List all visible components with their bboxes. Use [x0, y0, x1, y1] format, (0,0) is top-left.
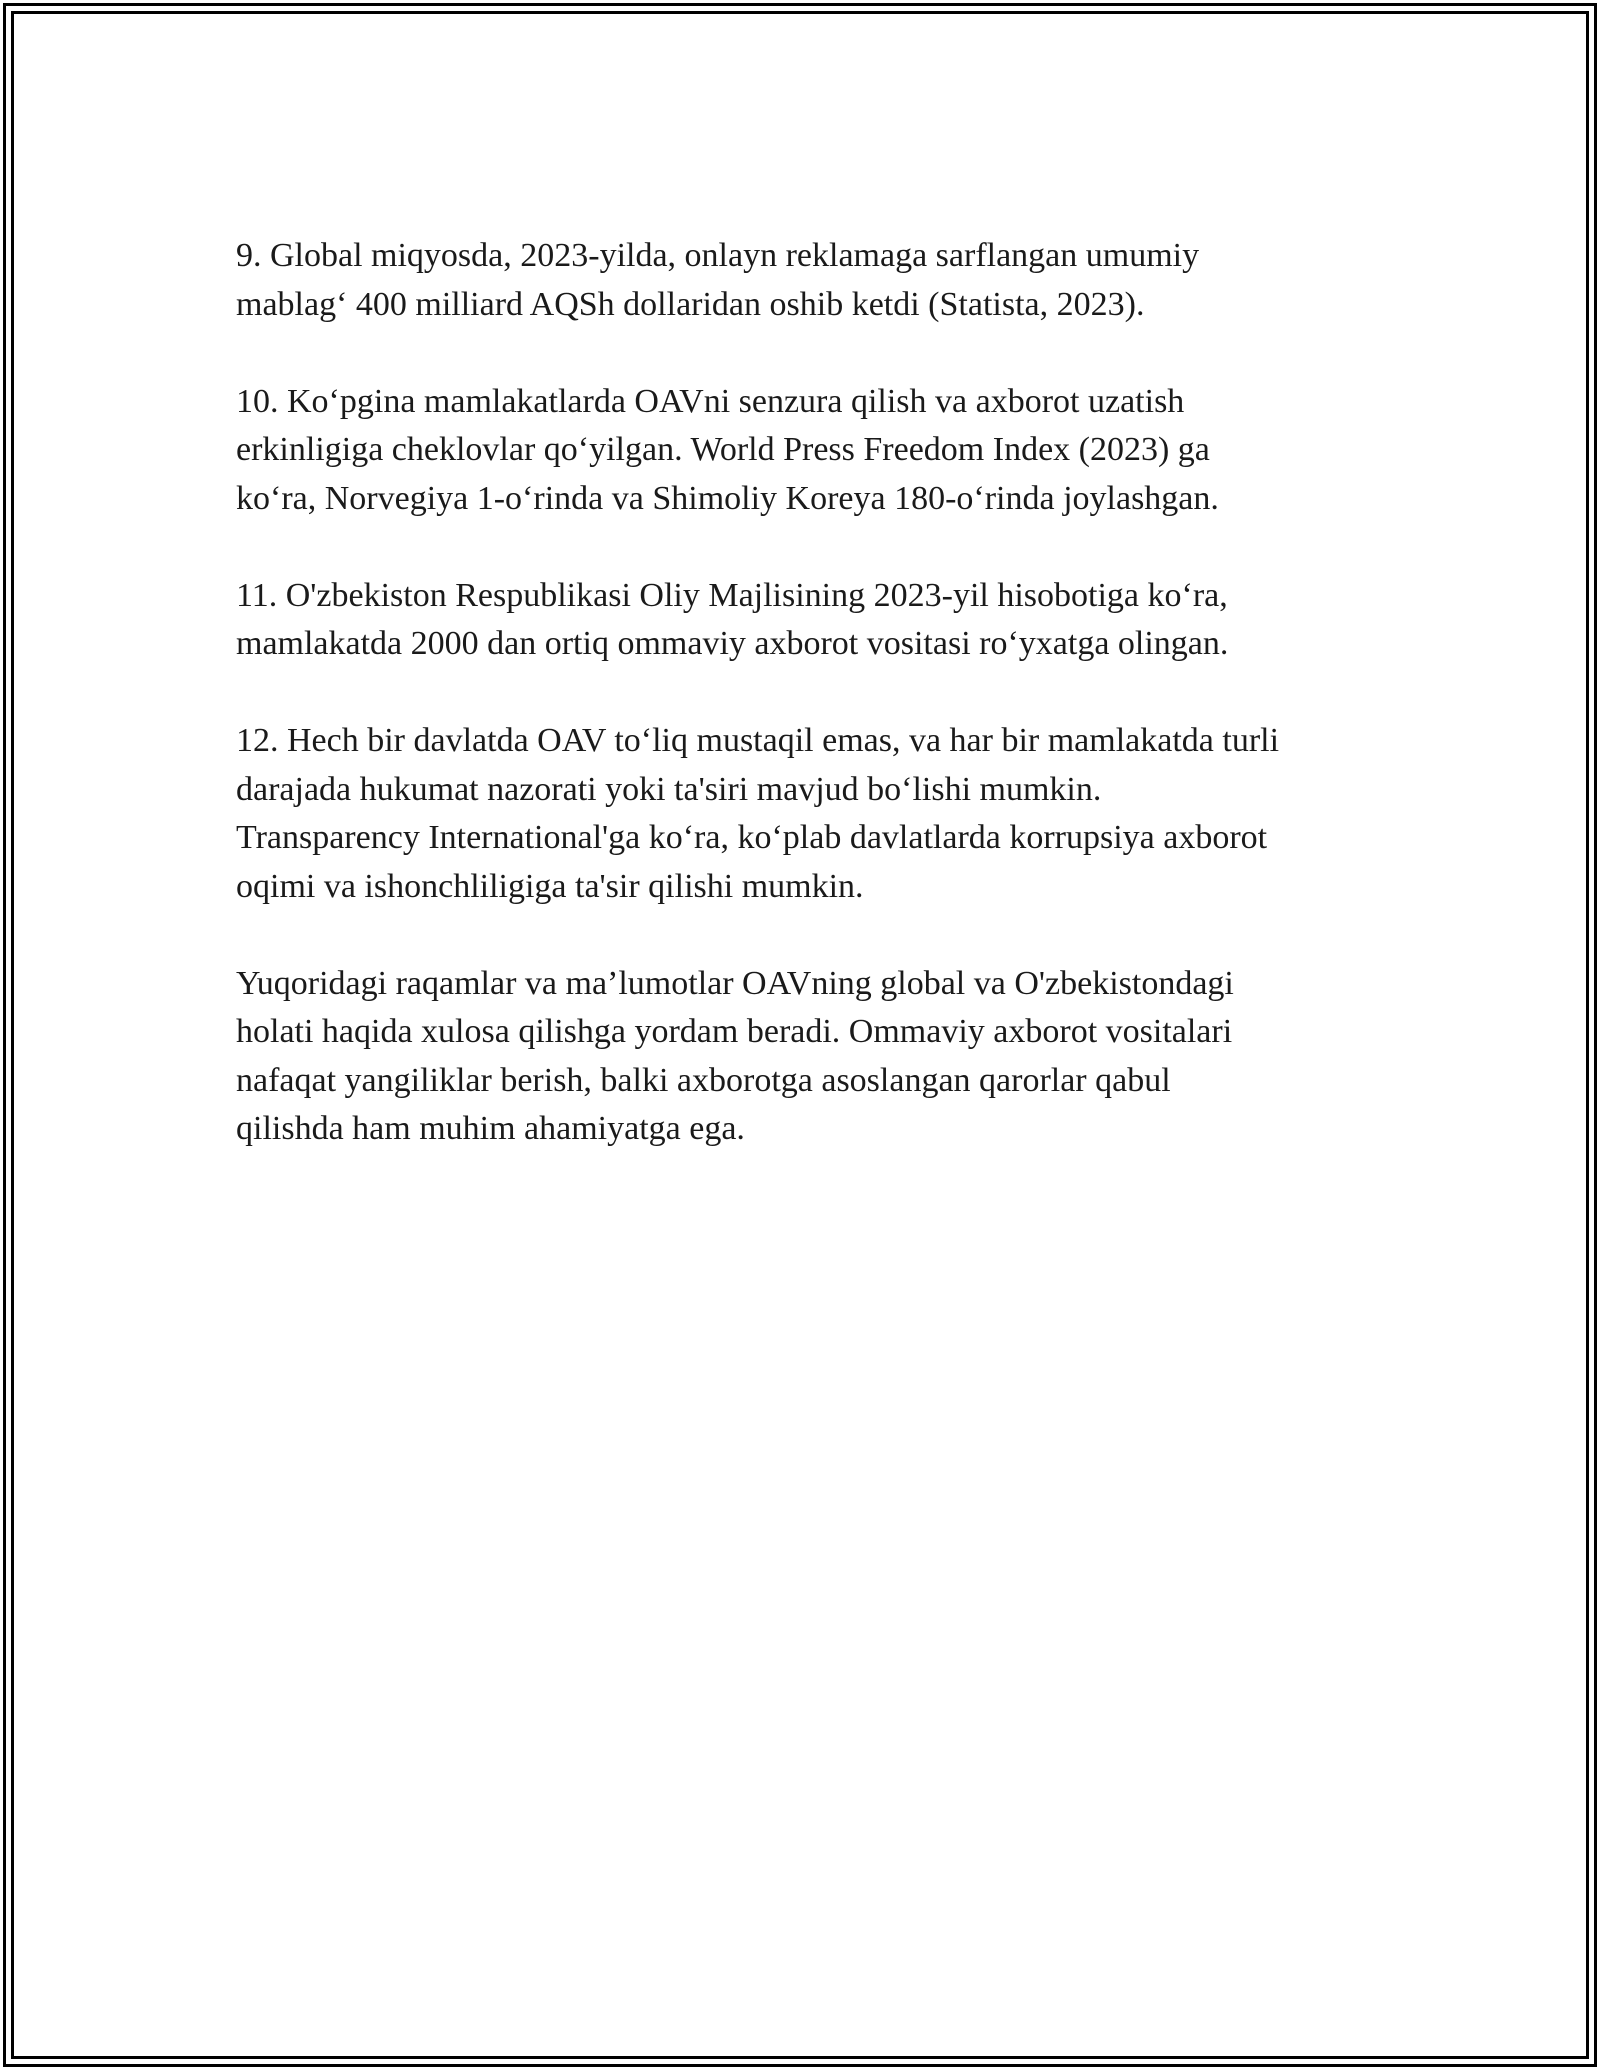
paragraph-item-9: 9. Global miqyosda, 2023-yilda, onlayn reklamaga sarflangan umumiy mablag‘ 400 milliard AQSh dollaridan oshib ketdi (Statista, 2023). [236, 237, 1200, 323]
paragraph-item-10: 10. Ko‘pgina mamlakatlarda OAVni senzura qilish va axborot uzatish erkinligiga cheklovlar qo‘yilgan. World Press Freedom Index (2023) ga ko‘ra, Norvegiya 1-o‘rinda va Shimoliy Koreya 180-o‘rinda joylashgan. [236, 382, 1219, 517]
paragraph-item-12: 12. Hech bir davlatda OAV to‘liq mustaqil emas, va har bir mamlakatda turli darajada hukumat nazorati yoki ta'siri mavjud bo‘lishi mumkin. Transparency International'ga ko‘ra, ko‘plab davlatlarda korrupsiya axborot oqimi va ishonchliligiga ta'sir qilishi mumkin. [236, 722, 1280, 905]
paragraph-conclusion: Yuqoridagi raqamlar va ma’lumotlar OAVning global va O'zbekistondagi holati haqida xulosa qilishga yordam beradi. Ommaviy axborot vositalari nafaqat yangiliklar berish, balki axborotga asoslangan qarorlar qabul qilishda ham muhim ahamiyatga ega. [236, 964, 1234, 1147]
document-body [236, 232, 1396, 1202]
paragraph-item-11: 11. O'zbekiston Respublikasi Oliy Majlisining 2023-yil hisobotiga ko‘ra, mamlakatda 2000 dan ortiq ommaviy axborot vositasi ro‘yxatga olingan. [236, 576, 1229, 662]
